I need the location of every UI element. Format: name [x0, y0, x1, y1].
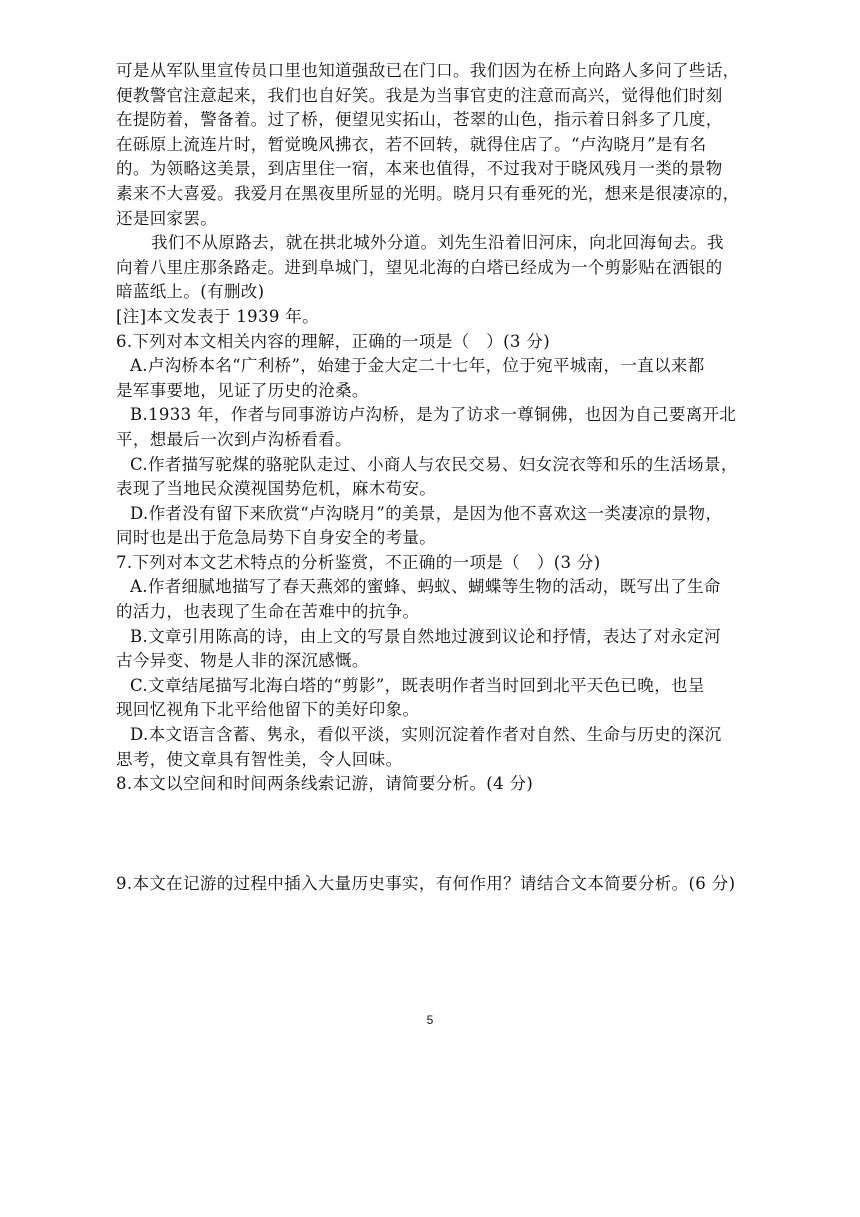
- question-9: 9.本文在记游的过程中插入大量历史事实，有何作用？请结合文本简要分析。(6 分): [116, 873, 736, 893]
- option-d: [116, 723, 750, 772]
- question-6: [116, 330, 750, 551]
- option-c: [116, 453, 750, 502]
- option-line: C.文章结尾描写北海白塔的“剪影”，既表明作者当时回到北平天色已晚，也呈: [130, 675, 705, 695]
- text-line: 素来不大喜爱。我爱月在黑夜里所显的光明。晓月只有垂死的光，想来是很凄凉的，: [116, 183, 740, 203]
- passage-paragraph-2: [116, 231, 750, 305]
- text-line: 还是回家罢。: [116, 208, 218, 228]
- option-line: 思考，使文章具有智性美，令人回味。: [116, 749, 403, 769]
- option-line: 表现了当地民众漠视国势危机，麻木苟安。: [116, 479, 437, 499]
- option-b: [116, 403, 750, 452]
- question-8: 8.本文以空间和时间两条线索记游，请简要分析。(4 分): [116, 774, 534, 794]
- option-a: [116, 575, 750, 624]
- option-line: C.作者描写驼煤的骆驼队走过、小商人与农民交易、妇女浣衣等和乐的生活场景，: [130, 454, 738, 474]
- option-c: [116, 674, 750, 723]
- option-line: D.本文语言含蓄、隽永，看似平淡，实则沉淀着作者对自然、生命与历史的深沉: [130, 725, 722, 745]
- text-line: 便教警官注意起来，我们也自好笑。我是为当事官吏的注意而高兴，觉得他们时刻: [116, 85, 723, 105]
- option-line: A.作者细腻地描写了春天燕郊的蜜蜂、蚂蚁、蝴蝶等生物的活动，既写出了生命: [130, 577, 721, 597]
- question-stem: 6.下列对本文相关内容的理解，正确的一项是（ ）(3 分): [116, 331, 551, 351]
- question-stem: 7.下列对本文艺术特点的分析鉴赏，不正确的一项是（ ）(3 分): [116, 552, 601, 572]
- option-line: 古今异变、物是人非的深沉感慨。: [116, 651, 369, 671]
- option-line: 是军事要地，见证了历史的沧桑。: [116, 380, 369, 400]
- text-line: 在砾原上流连片时，暂觉晚风拂衣，若不回转，就得住店了。“卢沟晓月”是有名: [116, 134, 707, 154]
- option-line: 的活力，也表现了生命在苦难中的抗争。: [116, 602, 420, 622]
- option-line: B.文章引用陈高的诗，由上文的写景自然地过渡到议论和抒情，表达了对永定河: [130, 626, 721, 646]
- page-number: 5: [426, 1013, 434, 1027]
- option-line: 平，想最后一次到卢沟桥看看。: [116, 429, 352, 449]
- text-line: 的。为领略这美景，到店里住一宿，本来也值得，不过我对于晓风残月一类的景物: [116, 159, 723, 179]
- passage-paragraph-1: [116, 59, 750, 231]
- option-line: D.作者没有留下来欣赏“卢沟晓月”的美景，是因为他不喜欢这一类凄凉的景物，: [130, 503, 723, 523]
- option-d: [116, 502, 750, 551]
- answer-space: [116, 797, 750, 872]
- text-line: 可是从军队里宣传员口里也知道强敌已在门口。我们因为在桥上向路人多问了些话，: [116, 61, 740, 80]
- text-line: 暗蓝纸上。(有删改): [116, 282, 265, 302]
- footnote: [注]本文发表于 1939 年。: [116, 306, 319, 326]
- text-line: 我们不从原路去，就在拱北城外分道。刘先生沿着旧河床，向北回海甸去。我: [151, 233, 724, 253]
- option-b: [116, 625, 750, 674]
- text-line: 向着八里庄那条路走。进到阜城门，望见北海的白塔已经成为一个剪影贴在洒银的: [116, 257, 723, 277]
- option-line: 同时也是出于危急局势下自身安全的考量。: [116, 528, 437, 548]
- option-line: A.卢沟桥本名“广利桥”，始建于金大定二十七年，位于宛平城南，一直以来都: [130, 356, 705, 376]
- question-7: [116, 551, 750, 772]
- text-line: 在提防着，警备着。过了桥，便望见实拓山，苍翠的山色，指示着日斜多了几度，: [116, 110, 723, 130]
- option-line: B.1933 年，作者与同事游访卢沟桥，是为了访求一尊铜佛，也因为自己要离开北: [130, 405, 737, 425]
- option-line: 现回忆视角下北平给他留下的美好印象。: [116, 700, 420, 720]
- document-body: [116, 59, 750, 896]
- option-a: [116, 354, 750, 403]
